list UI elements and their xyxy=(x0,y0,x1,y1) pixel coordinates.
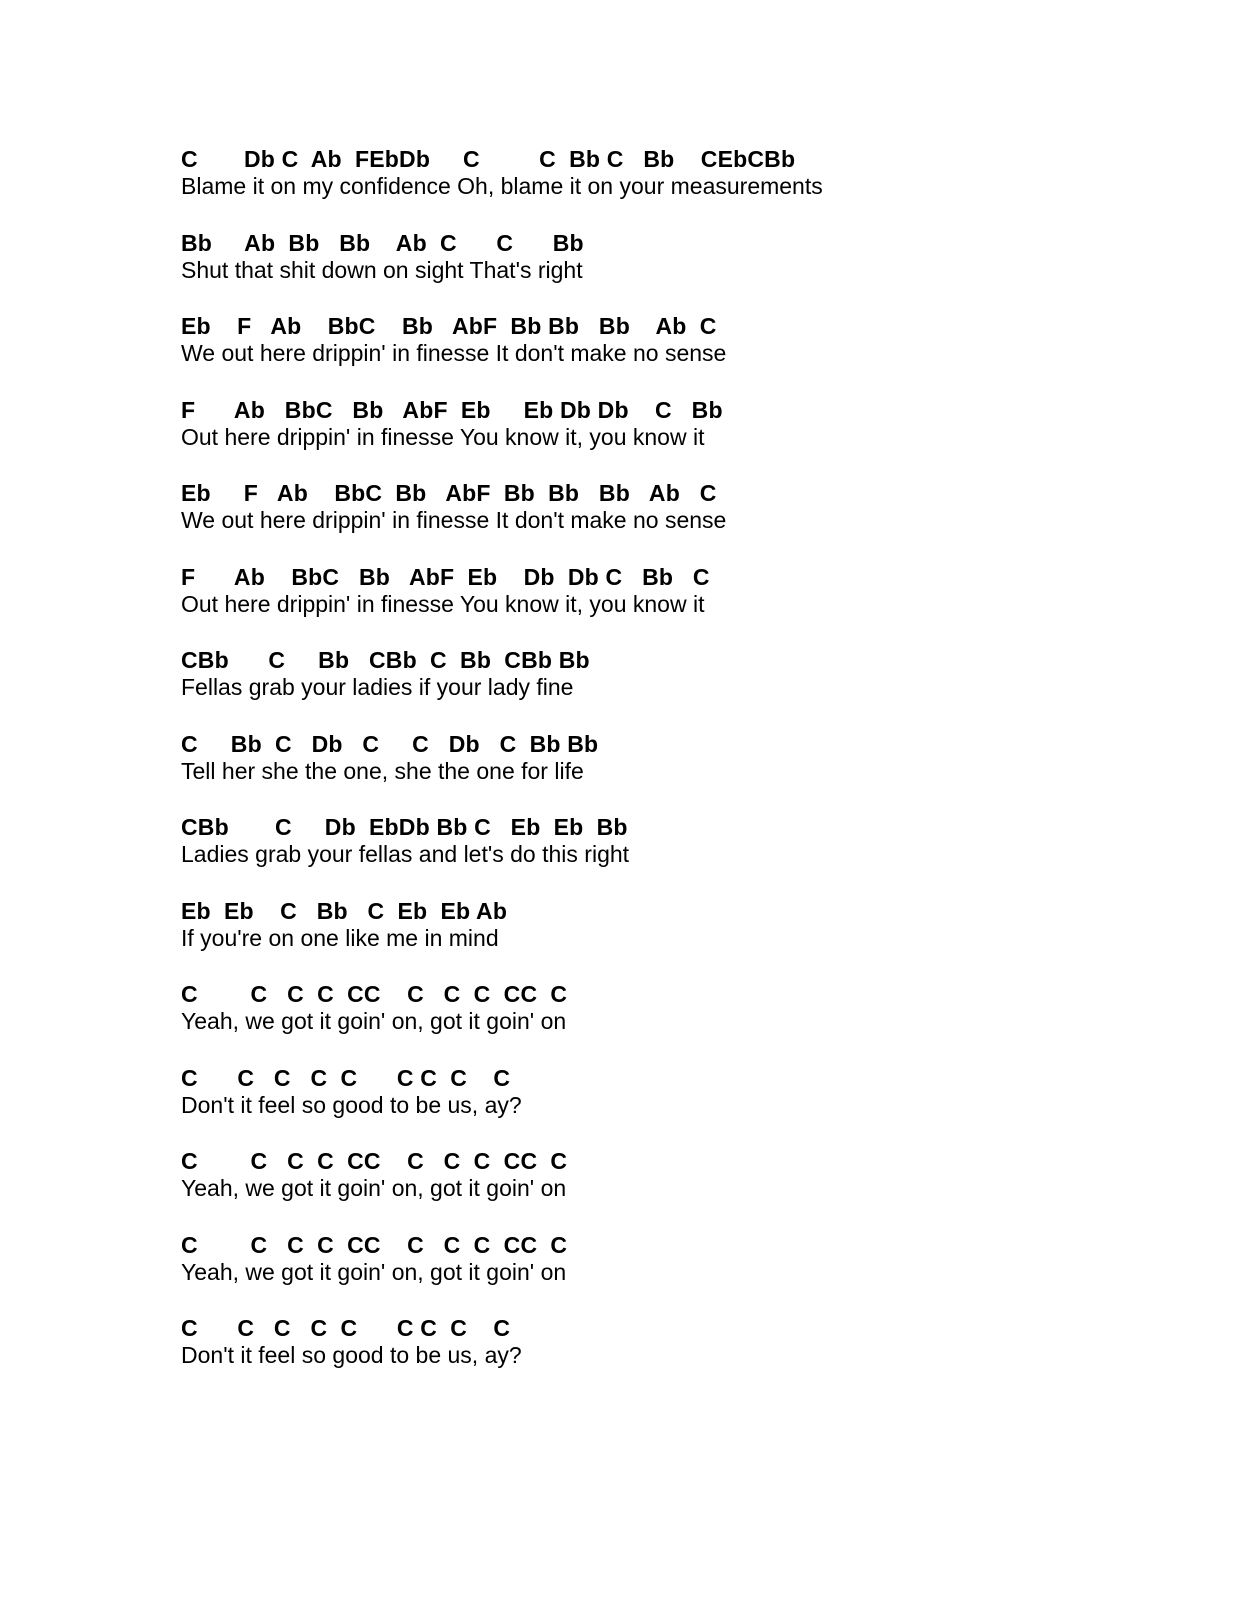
chord-line: C C C C CC C C C CC C xyxy=(181,1231,568,1258)
stanza-5 xyxy=(181,480,1181,564)
chord-line: Eb F Ab BbC Bb AbF Bb Bb Bb Ab C xyxy=(181,313,717,339)
lyric-line: Blame it on my confidence Oh, blame it on your measurements xyxy=(181,173,823,199)
chord-sheet xyxy=(181,146,1181,1399)
lyric-line: Don't it feel so good to be us, ay? xyxy=(181,1091,522,1118)
chord-line: C C C C CC C C C CC C xyxy=(181,1148,568,1174)
stanza-11 xyxy=(181,981,1181,1065)
stanza-9 xyxy=(181,814,1181,898)
stanza-2 xyxy=(181,230,1181,314)
chord-line: F Ab BbC Bb AbF Eb Eb Db Db C Bb xyxy=(181,396,723,423)
stanza-6 xyxy=(181,564,1181,648)
lyric-line: Yeah, we got it goin' on, got it goin' on xyxy=(181,1175,567,1201)
stanza-14 xyxy=(181,1232,1181,1316)
lyric-line: Don't it feel so good to be us, ay? xyxy=(181,1342,522,1368)
stanza-1 xyxy=(181,146,1181,230)
lyric-line: Out here drippin' in finesse You know it, you know it xyxy=(181,423,705,450)
chord-line: C C C C C C C C C xyxy=(181,1315,511,1341)
lyric-line: We out here drippin' in finesse It don't make no sense xyxy=(181,340,727,366)
chord-line: C C C C CC C C C CC C xyxy=(181,981,568,1007)
chord-line: C Bb C Db C C Db C Bb Bb xyxy=(181,730,599,757)
stanza-15 xyxy=(181,1315,1181,1399)
stanza-8 xyxy=(181,731,1181,815)
stanza-4 xyxy=(181,397,1181,481)
chord-line: Bb Ab Bb Bb Ab C C Bb xyxy=(181,229,584,256)
stanza-7 xyxy=(181,647,1181,731)
lyric-line: Yeah, we got it goin' on, got it goin' on xyxy=(181,1008,567,1034)
lyric-line: Tell her she the one, she the one for life xyxy=(181,757,584,784)
lyric-line: Ladies grab your fellas and let's do this right xyxy=(181,841,630,867)
lyric-line: Fellas grab your ladies if your lady fine xyxy=(181,674,574,700)
lyric-line: Yeah, we got it goin' on, got it goin' on xyxy=(181,1258,567,1285)
chord-line: CBb C Db EbDb Bb C Eb Eb Bb xyxy=(181,814,628,840)
lyric-line: Out here drippin' in finesse You know it, you know it xyxy=(181,590,705,617)
chord-line: CBb C Bb CBb C Bb CBb Bb xyxy=(181,647,590,673)
lyric-line: Shut that shit down on sight That's right xyxy=(181,256,583,283)
lyric-line: If you're on one like me in mind xyxy=(181,924,499,951)
chord-line: Eb F Ab BbC Bb AbF Bb Bb Bb Ab C xyxy=(181,480,717,506)
chord-line: Eb Eb C Bb C Eb Eb Ab xyxy=(181,897,508,924)
stanza-12 xyxy=(181,1065,1181,1149)
stanza-10 xyxy=(181,898,1181,982)
lyric-line: We out here drippin' in finesse It don't make no sense xyxy=(181,507,727,533)
stanza-13 xyxy=(181,1148,1181,1232)
stanza-3 xyxy=(181,313,1181,397)
chord-line: F Ab BbC Bb AbF Eb Db Db C Bb C xyxy=(181,563,710,590)
chord-line: C Db C Ab FEbDb C C Bb C Bb CEbCBb xyxy=(181,146,796,172)
chord-line: C C C C C C C C C xyxy=(181,1064,511,1091)
